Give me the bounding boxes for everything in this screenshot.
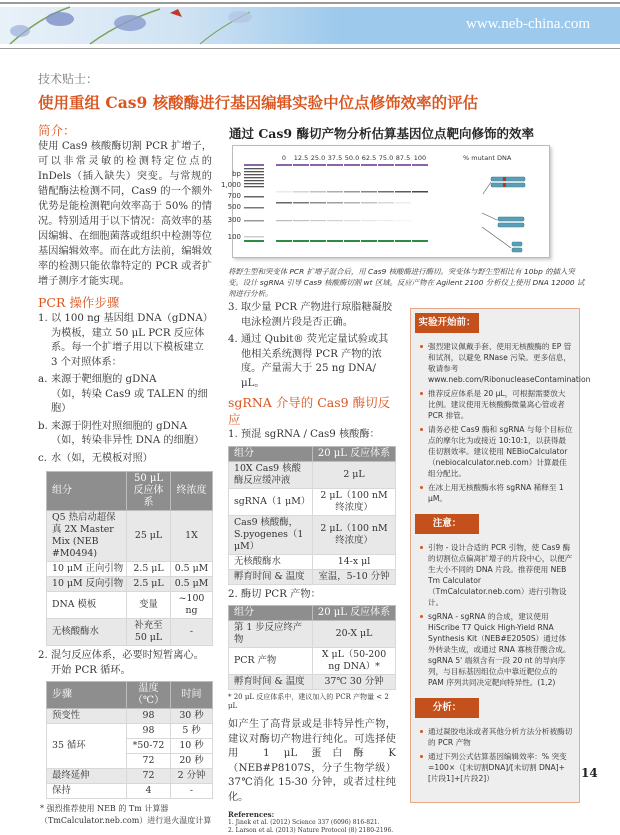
table-cell: 10 μM 正向引物 [47,562,127,577]
notes-heading: 注意： [415,514,479,534]
tip-label: 技术贴士： [38,72,99,86]
sgrna-step-1: 1. 预混 sgRNA / Cas9 核酸酶： [228,429,380,440]
lane-label: 37.5 [327,154,343,162]
table-cell: 2 μL [313,461,396,488]
table-cell: 2 μL（100 nM 终浓度） [313,488,396,515]
fragment-band [361,220,377,221]
sgrna-heading: sgRNA 介导的 Cas9 酶切反应 [228,395,391,427]
ladder-band [244,171,264,172]
lower-marker-band [344,240,360,242]
table-row [47,562,213,577]
lane-label: 62.5 [361,154,377,162]
upper-marker-band [361,164,377,166]
footnote-line: （TmCalculator.neb.com）进行退火温度计算 [40,816,212,825]
table-cell: 25 μL [127,511,171,562]
table-row [229,461,396,488]
analysis-heading: 分析： [415,698,479,718]
ladder-marker [244,164,264,166]
uncut-band [361,191,377,193]
lower-marker-band [276,240,292,242]
table-cell: 30 秒 [171,709,213,724]
banner-bottom-rule [0,48,620,49]
table-cell: 10 μM 反向引物 [47,577,127,592]
ladder-band [244,236,264,238]
table-row [47,511,213,562]
lower-marker-band [361,240,377,242]
list-marker: c. [38,452,47,464]
table-cell: 98 [127,724,171,739]
upper-marker-band [395,164,411,166]
fragment-band [293,202,309,204]
sidebar-list-item: 推荐反应体系是 20 μL，可根据需要放大比例。建议使用无核酸酶微量离心管或者 PCR 排管。 [419,388,573,421]
gel-image [220,146,551,259]
pcr-heading: PCR 操作步骤 [38,295,120,310]
table-row [229,515,396,554]
table-cell: 变量 [127,592,171,619]
table-row [47,769,213,784]
ladder-label: 700 [227,192,241,200]
lower-marker-band [310,240,326,242]
table-row [229,554,396,569]
table-cell: 10X Cas9 核酸酶反应缓冲液 [229,461,313,488]
table-cell: 孵育时间 & 温度 [229,675,313,690]
middle-column [228,301,396,835]
dna-fragment-icon [491,177,525,181]
table-row [229,569,396,584]
lane-label: 100 [413,154,427,162]
upper-marker-band [327,164,343,166]
table-cell: Cas9 核酸酶，S.pyogenes（1 μM） [229,515,313,554]
ladder-label: 1,000 [220,181,241,189]
table-cell: 补充至 50 μL [127,619,171,646]
table-cell: X μL（50-200 ng DNA）* [313,648,396,675]
pcr-template-a: 来源于靶细胞的 gDNA [51,374,157,385]
intro-text: 使用 Cas9 核酸酶切割 PCR 扩增子，可以非常灵敏的检测特定位点的 InDels（插入缺失）突变。与常规的错配酶法检测不同，Cas9 的一个额外优势是能检测靶向效率高于 50% 的情况。特别适用于以下情况：高效率的基因编辑、在细胞菌落或组织中检测等位基因编辑效率。而在此方法前，编辑效率的检测只能依靠特定的 PCR 或者扩增子测序才能实现。 [38,141,212,287]
table-cell: 72 [127,754,171,769]
table-cell: 2 μL（100 nM 终浓度） [313,515,396,554]
fragment-band [344,220,360,221]
table-cell: 35 循环 [47,724,127,769]
uncut-band [395,191,411,193]
fragment-band [276,220,292,221]
table-cell: 0.5 μM [171,577,213,592]
table-row [229,621,396,648]
pcr-footnote [40,803,212,827]
pcr-template-b-note: （如，转染非异性 DNA 的细胞） [51,435,205,446]
fragment-band [276,202,292,204]
lower-marker-band [327,240,343,242]
uncut-band [293,191,309,193]
dna-fragment-icon [498,217,524,221]
dna-fragment-icon [512,242,522,246]
connector-line [482,227,511,248]
fragment-band [344,202,360,204]
table-header: 50 μL 反应体系 [127,472,171,511]
pcr-step-3: 3. 取少量 PCR 产物进行琼脂糖凝胶电泳检测片段是否正确。 [228,302,393,328]
ladder-band [244,207,264,209]
reference-item: 1. Jinek et al. (2012) Science 337 (6096) 816-821. [228,819,380,826]
dna-fragment-icon [498,223,524,227]
table-cell: 1X [171,511,213,562]
table-row [47,784,213,799]
fragment-band [310,202,326,204]
lane-axis-label: % mutant DNA [463,154,512,162]
pcr-mix-table [46,471,213,646]
table-header: 温度（℃） [127,682,171,709]
table-cell: 2.5 μL [127,562,171,577]
reference-item: 2. Larson et al. (2013) Nature Protocol (8) 2180-2196. [228,827,394,834]
fragment-band [378,202,394,204]
pcr-step-1: 1. 以 100 ng 基因组 DNA（gDNA）为模板，建立 50 μL PCR 反应体系。每一个扩增子用以下模板建立 3 个对照体系： [38,313,208,368]
table-row [47,709,213,724]
table-header: 时间 [171,682,213,709]
lower-marker-band [378,240,394,242]
table-cell: 无核酸酶水 [229,554,313,569]
left-column [38,122,212,827]
table-header: 终浓度 [171,472,213,511]
table-cell: 保持 [47,784,127,799]
table-cell: 无核酸酶水 [47,619,127,646]
references-heading: References: [228,810,275,819]
ladder-band [244,177,264,178]
gel-figure [220,145,550,258]
table-header: 组分 [229,446,313,461]
fragment-band [395,202,411,204]
ladder-band [244,183,264,184]
ladder-band [244,168,264,169]
ladder-band [244,180,264,181]
upper-marker-band [276,164,292,166]
table-cell: 10 秒 [171,739,213,754]
connector-line [482,213,497,220]
table-row [47,592,213,619]
table-cell: 2.5 μL [127,577,171,592]
fragment-band [378,220,394,221]
sidebar-list-item: 引物 - 设计合适的 PCR 引物，使 Cas9 酶的切割位点偏离扩增子的片段中心，以便产生大小不同的 DNA 片段。推荐使用 NEB Tm Calculator（TmCalculator.neb.com）进行引物设计。 [419,542,573,608]
upper-marker-band [293,164,309,166]
table-cell: 孵育时间 & 温度 [229,569,313,584]
table-cell: 37℃ 30 分钟 [313,675,396,690]
lane-label: 25.0 [310,154,326,162]
fragment-band [361,202,377,204]
upper-marker-band [412,164,428,166]
upper-marker-band [378,164,394,166]
site-url[interactable]: www.neb-china.com [466,16,590,32]
ladder-band [244,186,264,187]
uncut-band [276,191,292,193]
before-list [419,341,591,504]
table-cell: 98 [127,709,171,724]
mutation-site-icon [503,177,506,181]
lower-marker-band [395,240,411,242]
sidebar-list-item: sgRNA - sgRNA 的合成，建议使用 HiScribe T7 Quick High-Yield RNA Synthesis Kit（NEB#E2050S）通过体外转录生成，或通过 RNA 寡核苷酸合成。sgRNA 5' 端须含有一段 20 nt 的导向序列，与目标基因组位点中靠近靶位点的 PAM 序列共同决定靶向特异性。(1,2) [419,611,573,688]
table-cell: PCR 产物 [229,648,313,675]
banner-top-rule [0,2,620,4]
lane-label: 87.5 [395,154,411,162]
pcr-step-4: 4. 通过 Qubit® 荧光定量试验或其他相关系统测得 PCR 产物的浓度。产量需大于 25 ng DNA/ μL。 [228,334,389,389]
sgrna-step-2: 2. 酶切 PCR 产物： [228,588,321,600]
pcr-cycling-table [46,681,213,799]
notes-list [419,542,573,688]
dna-fragment-icon [512,248,522,252]
table-row [229,488,396,515]
uncut-band [344,191,360,193]
ladder-unit: bp [232,170,241,178]
fragment-band [327,220,343,221]
before-heading: 实验开始前： [415,313,479,333]
mutation-site-icon [503,183,506,187]
figure-title: 通过 Cas9 酶切产物分析估算基因位点靶向修饰的效率 [229,126,534,141]
table-header: 组分 [47,472,127,511]
uncut-band [412,191,428,193]
table-cell: 室温，5-10 分钟 [313,569,396,584]
intro-heading: 简介： [38,123,76,138]
table-cell: ~100 ng [171,592,213,619]
lane-label: 0 [281,154,287,162]
header-banner [0,7,620,44]
uncut-band [327,191,343,193]
sgrna-premix-table [228,446,396,585]
table-cell: sgRNA（1 μM） [229,488,313,515]
table-cell: 最终延伸 [47,769,127,784]
flower-illustration-icon [0,7,300,44]
table-cell: DNA 模板 [47,592,127,619]
table-cell: 20 秒 [171,754,213,769]
ladder-band [244,174,264,175]
table-header: 步骤 [47,682,127,709]
table-cell: 预变性 [47,709,127,724]
table-header: 20 μL 反应体系 [313,606,396,621]
figure-caption: 将野生型和突变体 PCR 扩增子混合后，用 Cas9 核酸酶进行酶切。突变体与野生型相比有 10bp 的插入突变。设计 sgRNA 引导 Cas9 核酸酶切割 wt 区域。反应产物在 Agilent 2100 分析仪上使用 DNA 12000 试剂进行分析。 [228,267,585,298]
table-cell: 20-X μL [313,621,396,648]
lane-label: 12.5 [293,154,309,162]
upper-marker-band [310,164,326,166]
list-marker: a. [38,374,48,385]
upper-marker-band [344,164,360,166]
table-cell: 14-x μl [313,554,396,569]
table-cell: 5 秒 [171,724,213,739]
table-cell: *50-72 [127,739,171,754]
table-row [47,724,213,739]
table-cell: - [171,619,213,646]
table-row [229,648,396,675]
table-cell: Q5 热启动超保真 2X Master Mix (NEB #M0494) [47,511,127,562]
uncut-band [310,191,326,193]
connector-line [483,182,491,194]
pcr-step-2: 2. 混匀反应体系，必要时短暂离心。开始 PCR 循环。 [38,650,204,676]
table-header: 20 μL 反应体系 [313,446,396,461]
sidebar-list-item: 在冰上用无核酸酶水将 sgRNA 稀释至 1 μM。 [419,482,573,504]
lower-marker-band [293,240,309,242]
sgrna-footnote: * 20 μL 反应体系中，建议加入的 PCR 产物量 < 2 μL [228,693,389,710]
ladder-label: 100 [227,233,241,241]
references [228,810,396,835]
footnote-line: * 强烈推荐使用 NEB 的 Tm 计算器 [40,804,169,813]
dna-fragment-icon [491,183,525,187]
sidebar-list-item: 通过下列公式估算基因编辑效率：% 突变 =100×（[未切割DNA]/[未切割 DNA]+[片段1]+[片段2]） [419,751,573,784]
list-marker: b. [38,420,48,432]
table-cell: 4 [127,784,171,799]
fragment-band [327,202,343,204]
pcr-template-b: 来源于阴性对照细胞的 gDNA [51,420,188,432]
page-number: 14 [581,766,598,780]
fragment-band [395,220,411,221]
pcr-template-a-note: （如，转染 Cas9 或 TALEN 的细胞） [51,388,208,414]
table-cell: 2 分钟 [171,769,213,784]
fragment-band [310,220,326,221]
sidebar-list-item: 强烈建议佩戴手套、使用无核酸酶的 EP 管和试剂，以避免 RNase 污染。更多信息，敬请参考 www.neb.com/RibonucleaseContamination [419,341,573,385]
table-header: 组分 [229,606,313,621]
sidebar-list-item: 请务必使 Cas9 酶和 sgRNA 与每个目标位点的摩尔比为或接近 10:10:1，以获得最佳切割效率。建议使用 NEBioCalculator（nebiocalculator.neb.com）计算最佳组分配比。 [419,424,573,479]
ladder-band [244,220,264,222]
ladder-label: 500 [227,203,241,211]
table-cell: 0.5 μM [171,562,213,577]
pcr-template-c: 水（如，无模板对照） [51,452,153,464]
table-row [47,619,213,646]
lane-label: 50.0 [344,154,360,162]
ladder-band [244,196,264,198]
ladder-marker [244,240,264,242]
purification-note: 如产生了高背景或是非特异性产物，建议对酶切产物进行纯化。可选择使用 1 μL 蛋白酶 K（NEB#P8107S，分子生物学级）37℃消化 15-30 分钟，或者过柱纯化。 [228,719,396,803]
sidebar-list-item: 通过凝胶电泳或者其他分析方法分析被酶切的 PCR 产物 [419,726,573,748]
table-cell: - [171,784,213,799]
fragment-band [293,220,309,221]
lane-label: 75.0 [378,154,394,162]
table-cell: 第 1 步反应终产物 [229,621,313,648]
analysis-list [419,726,573,784]
lower-marker-band [412,240,428,242]
page-title: 使用重组 Cas9 核酸酶进行基因编辑实验中位点修饰效率的评估 [38,93,479,112]
table-row [229,675,396,690]
ladder-label: 300 [227,216,241,224]
table-cell: 72 [127,769,171,784]
uncut-band [378,191,394,193]
sgrna-digest-table [228,605,396,690]
table-row [47,577,213,592]
